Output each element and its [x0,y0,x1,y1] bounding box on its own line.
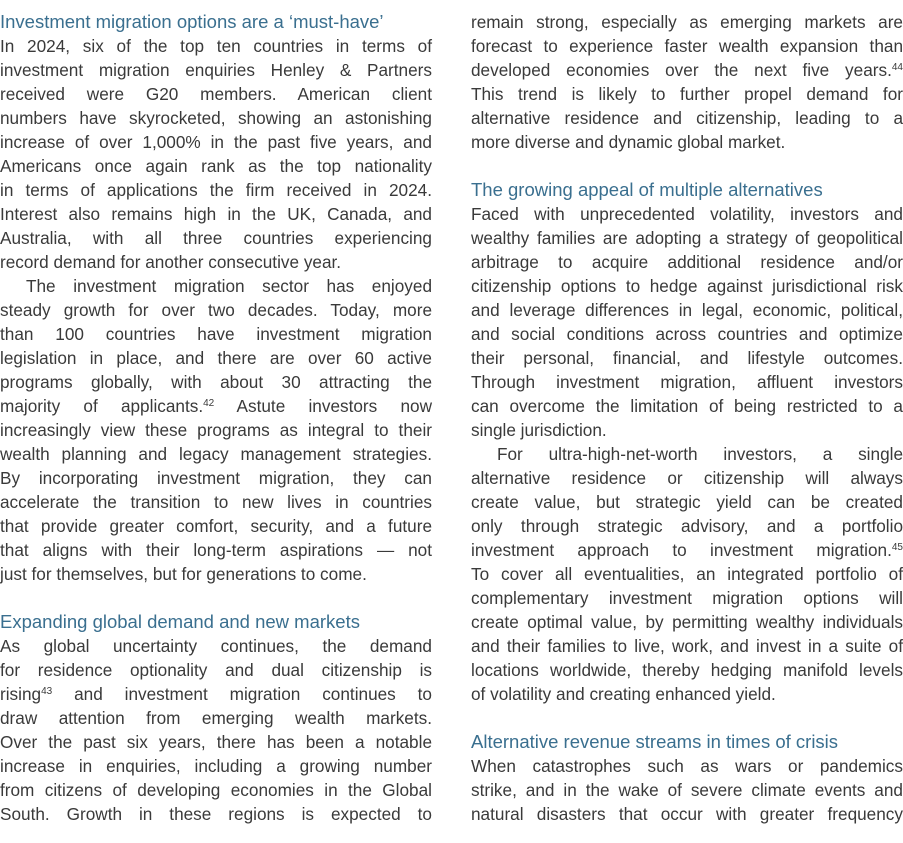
text-line: for residence optionality and dual citizenship is [0,660,432,680]
text-line: South. Growth in these regions is expected to [0,804,432,824]
section-heading-must-have: Investment migration options are a ‘must-have’ [0,11,384,32]
text-line: citizenship options to hedge against jurisdictional risk [471,276,903,296]
text-line: record demand for another consecutive year. [0,252,342,272]
text-line: and social conditions across countries and optimize [471,324,903,344]
text-line: in terms of applications the firm received in 2024. [0,180,432,200]
text-line: As global uncertainty continues, the demand [0,636,432,656]
left-column [0,10,432,826]
section-heading-revenue-streams: Alternative revenue streams in times of crisis [471,731,839,752]
paragraph [471,442,903,706]
text-line: and leverage differences in legal, economic, political, [471,300,903,320]
text-line: accelerate the transition to new lives in countries [0,492,432,512]
text-line: By incorporating investment migration, they can [0,468,432,488]
text-line: To cover all eventualities, an integrated portfolio of [471,564,903,584]
text-line: complementary investment migration options will [471,588,903,608]
footnote-ref-42: 42 [203,398,215,409]
text-line: Australia, with all three countries experiencing [0,228,432,248]
text-line: Through investment migration, affluent investors [471,372,903,392]
text-line: Faced with unprecedented volatility, investors and [471,204,903,224]
text-line: numbers have skyrocketed, showing an astonishing [0,108,432,128]
text-line: programs globally, with about 30 attracting the [0,372,432,392]
text-line: and their families to live, work, and invest in a suite of [471,636,903,656]
text-fragment: developed economies over the next five years. [471,60,892,80]
text-line: In 2024, six of the top ten countries in terms of [0,36,432,56]
text-line: increase of over 1,000% in the past five years, and [0,132,432,152]
text-line: that aligns with their long-term aspirations — not [0,540,432,560]
text-line-with-footnote [471,58,903,82]
text-line: Americans once again rank as the top nationality [0,156,432,176]
text-fragment: and investment migration continues to [74,684,432,704]
text-line: legislation in place, and there are over 60 active [0,348,432,368]
text-line: that provide greater comfort, security, and a future [0,516,432,536]
text-line: forecast to experience faster wealth expansion than [471,36,903,56]
text-line: alternative residence or citizenship will always [471,468,903,488]
section-heading-multiple-alternatives: The growing appeal of multiple alternatives [471,179,823,200]
paragraph [0,34,432,274]
text-line: alternative residence and citizenship, leading to a [471,108,903,128]
text-line: can overcome the limitation of being restricted to a [471,396,903,416]
text-line: locations worldwide, thereby hedging manifold levels [471,660,903,680]
text-line: wealthy families are adopting a strategy of geopolitical [471,228,903,248]
text-line: steady growth for over two decades. Today, more [0,300,432,320]
text-line: When catastrophes such as wars or pandemics [471,756,903,776]
text-line: arbitrage to acquire additional residence and/or [471,252,903,272]
text-line: The investment migration sector has enjoyed [26,276,432,296]
text-line: from citizens of developing economies in the Global [0,780,432,800]
text-line: remain strong, especially as emerging markets are [471,12,903,32]
text-line: only through strategic advisory, and a portfolio [471,516,903,536]
text-line: single jurisdiction. [471,420,607,440]
text-line-with-footnote [471,538,903,562]
text-line: create value, but strategic yield can be created [471,492,903,512]
text-line-with-footnote [0,394,432,418]
right-column [471,10,903,826]
text-fragment: investment approach to investment migration. [471,540,892,560]
text-line-with-footnote [0,682,432,706]
text-line: create optimal value, by permitting wealthy individuals [471,612,903,632]
section-heading-global-demand: Expanding global demand and new markets [0,611,360,632]
text-line: more diverse and dynamic global market. [471,132,786,152]
text-line: investment migration enquiries Henley & Partners [0,60,432,80]
paragraph [471,10,903,154]
text-fragment: rising [0,684,42,704]
text-line: draw attention from emerging wealth markets. [0,708,432,728]
text-line: just for themselves, but for generations to come. [0,564,367,584]
text-line: strike, and in the wake of severe climate events and [471,780,903,800]
paragraph [471,754,903,826]
text-line: This trend is likely to further propel demand for [471,84,903,104]
text-line: received were G20 members. American client [0,84,432,104]
text-line: their personal, financial, and lifestyle outcomes. [471,348,903,368]
paragraph [471,202,903,442]
footnote-ref-43: 43 [41,686,53,697]
text-line: increasingly view these programs as integral to their [0,420,432,440]
text-line: Interest also remains high in the UK, Canada, and [0,204,432,224]
text-fragment: majority of applicants. [0,396,204,416]
text-line: natural disasters that occur with greater frequency [471,804,903,824]
section-gap [471,706,903,730]
footnote-ref-45: 45 [891,542,903,553]
text-line: For ultra-high-net-worth investors, a single [497,444,903,464]
text-line: wealth planning and legacy management strategies. [0,444,432,464]
section-gap [471,154,903,178]
section-gap [0,586,432,610]
text-fragment: Astute investors now [236,396,433,416]
text-line: of volatility and creating enhanced yield. [471,684,776,704]
footnote-ref-44: 44 [891,62,903,73]
text-line: Over the past six years, there has been a notable [0,732,432,752]
paragraph [0,274,432,586]
paragraph [0,634,432,826]
text-line: than 100 countries have investment migration [0,324,432,344]
text-line: increase in enquiries, including a growing number [0,756,432,776]
